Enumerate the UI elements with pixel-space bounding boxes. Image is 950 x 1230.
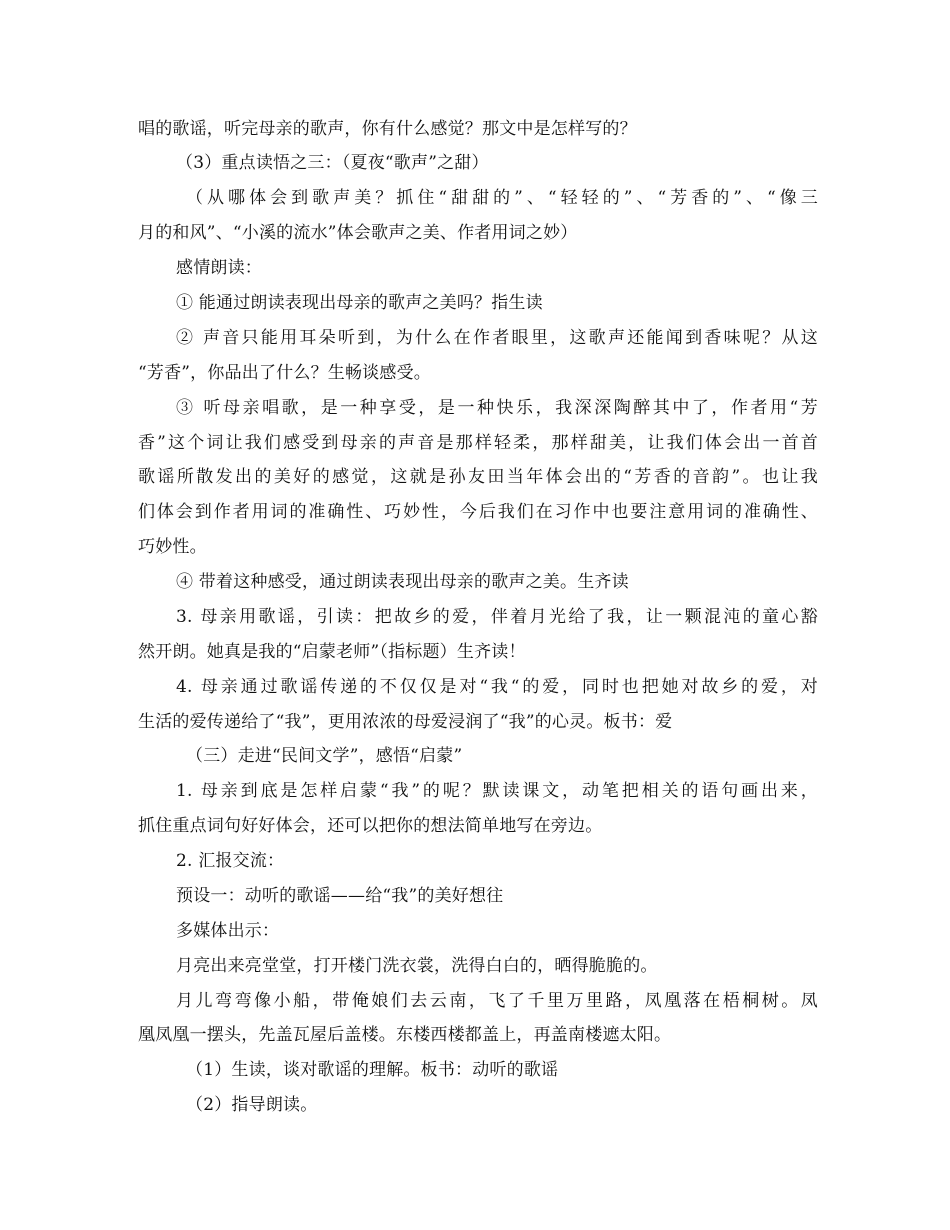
text-line: ④ 带着这种感受，通过朗读表现出母亲的歌声之美。生齐读: [176, 572, 629, 592]
text-line: “芳香”，你品出了什么？生畅谈感受。: [138, 363, 431, 383]
text-line: 唱的歌谣，听完母亲的歌声，你有什么感觉？那文中是怎样写的？: [138, 119, 637, 139]
text-line: ② 声音只能用耳朵听到，为什么在作者眼里，这歌声还能闻到香味呢？从这: [176, 328, 818, 348]
text-line: 2. 汇报交流：: [176, 851, 285, 871]
section-heading: （三）走进“民间文学”，感悟“启蒙”: [186, 746, 463, 766]
text-line: 们体会到作者用词的准确性、巧妙性，今后我们在习作中也要注意用词的准确性、: [138, 502, 818, 522]
text-line: 月亮出来亮堂堂，打开楼门洗衣裳，洗得白白的，晒得脆脆的。: [176, 956, 658, 976]
text-line: 然开朗。她真是我的“启蒙老师”（指标题）生齐读！: [138, 642, 526, 662]
text-line: 4. 母亲通过歌谣传递的不仅仅是对“我“的爱，同时也把她对故乡的爱，对: [176, 677, 818, 697]
text-line: 歌谣所散发出的美好的感觉，这就是孙友田当年体会出的“芳香的音韵”。也让我: [138, 467, 818, 487]
text-line: （1）生读，谈对歌谣的理解。板书：动听的歌谣: [186, 1060, 559, 1080]
text-line: 预设一：动听的歌谣——给“我”的美好想往: [176, 886, 504, 906]
text-line: 感情朗读：: [176, 258, 262, 278]
text-line: 生活的爱传递给了“我”，更用浓浓的母爱浸润了“我”的心灵。板书：爱: [138, 712, 673, 732]
text-line: 抓住重点词句好好体会，还可以把你的想法简单地写在旁边。: [138, 816, 603, 836]
text-line: （3）重点读悟之三：（夏夜“歌声”之甜）: [176, 153, 489, 173]
text-line: （2）指导朗读。: [186, 1095, 318, 1115]
text-line: ③ 听母亲唱歌，是一种享受，是一种快乐，我深深陶醉其中了，作者用“芳: [176, 398, 818, 418]
text-line: 香”这个词让我们感受到母亲的声音是那样轻柔，那样甜美，让我们体会出一首首: [138, 433, 818, 453]
text-line: 1. 母亲到底是怎样启蒙“我”的呢？默读课文，动笔把相关的语句画出来，: [176, 781, 818, 801]
text-line: 巧妙性。: [138, 537, 207, 557]
text-line: 凰凤凰一摆头，先盖瓦屋后盖楼。东楼西楼都盖上，再盖南楼遮太阳。: [138, 1025, 672, 1045]
text-line: 月儿弯弯像小船，带俺娘们去云南，飞了千里万里路，凤凰落在梧桐树。凤: [176, 991, 818, 1011]
text-line: 月的和风”、“小溪的流水”体会歌声之美、作者用词之妙）: [138, 223, 578, 243]
text-line: 多媒体出示：: [176, 921, 280, 941]
text-line: ① 能通过朗读表现出母亲的歌声之美吗？指生读: [176, 293, 543, 313]
text-line: 3. 母亲用歌谣，引读：把故乡的爱，伴着月光给了我，让一颗混沌的童心豁: [176, 607, 818, 627]
text-line: （从哪体会到歌声美？抓住“甜甜的”、“轻轻的”、“芳香的”、“像三: [186, 188, 818, 208]
